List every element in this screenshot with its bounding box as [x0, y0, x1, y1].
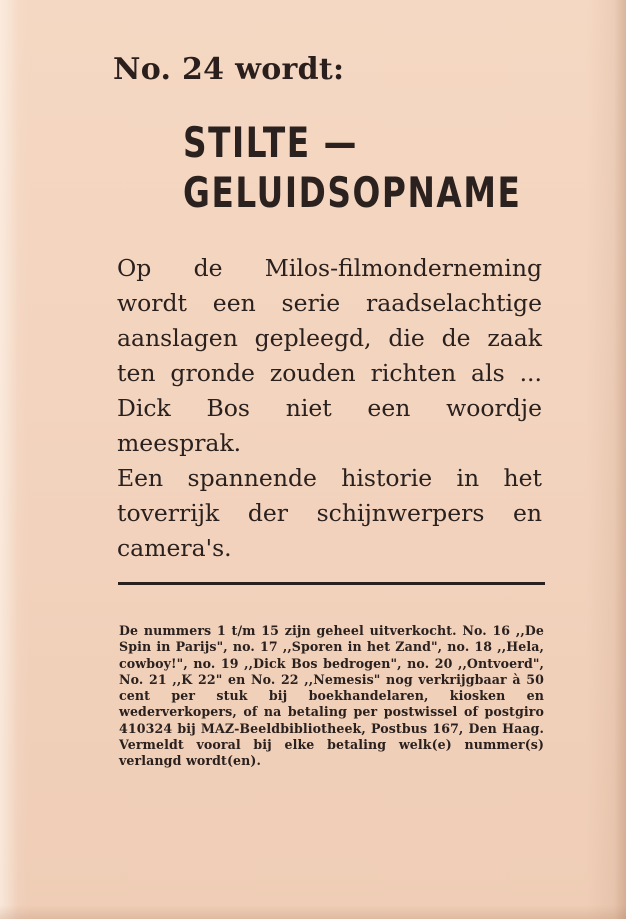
next-issue-heading: No. 24 wordt:: [113, 52, 345, 87]
page-bottom-shadow: [0, 905, 626, 919]
divider-rule: [118, 582, 545, 585]
story-blurb: [117, 251, 542, 566]
title-line-2: GELUIDSOPNAME: [183, 168, 522, 217]
blurb-paragraph-1: Op de Milos-filmonderneming wordt een serie raadselachtige aanslagen gepleegd, die de zaak ten gronde zouden richten als ... Dick Bos niet een woordje meesprak.: [117, 254, 542, 457]
title-line-1: STILTE —: [183, 118, 358, 167]
blurb-paragraph-2: Een spannende historie in het toverrijk der schijnwerpers en camera's.: [117, 464, 542, 562]
page-edge-shadow: [614, 0, 626, 919]
next-issue-title: [183, 118, 521, 218]
availability-notice: De nummers 1 t/m 15 zijn geheel uitverkocht. No. 16 ,,De Spin in Parijs", no. 17 ,,Sporen in het Zand", no. 18 ,,Hela, cowboy!", no. 19 ,,Dick Bos bedrogen", no. 20 ,,Ontvoerd", No. 21 ,,K 22" en No. 22 ,,Nemesis" nog verkrijgbaar à 50 cent per stuk bij boekhandelaren, kiosken en wederverkopers, of na betaling per postwissel of postgiro 410324 bij MAZ-Beeldbibliotheek, Postbus 167, Den Haag. Vermeldt vooral bij elke betaling welk(e) nummer(s) verlangd wordt(en).: [119, 623, 544, 769]
spine-fold: [0, 0, 18, 919]
